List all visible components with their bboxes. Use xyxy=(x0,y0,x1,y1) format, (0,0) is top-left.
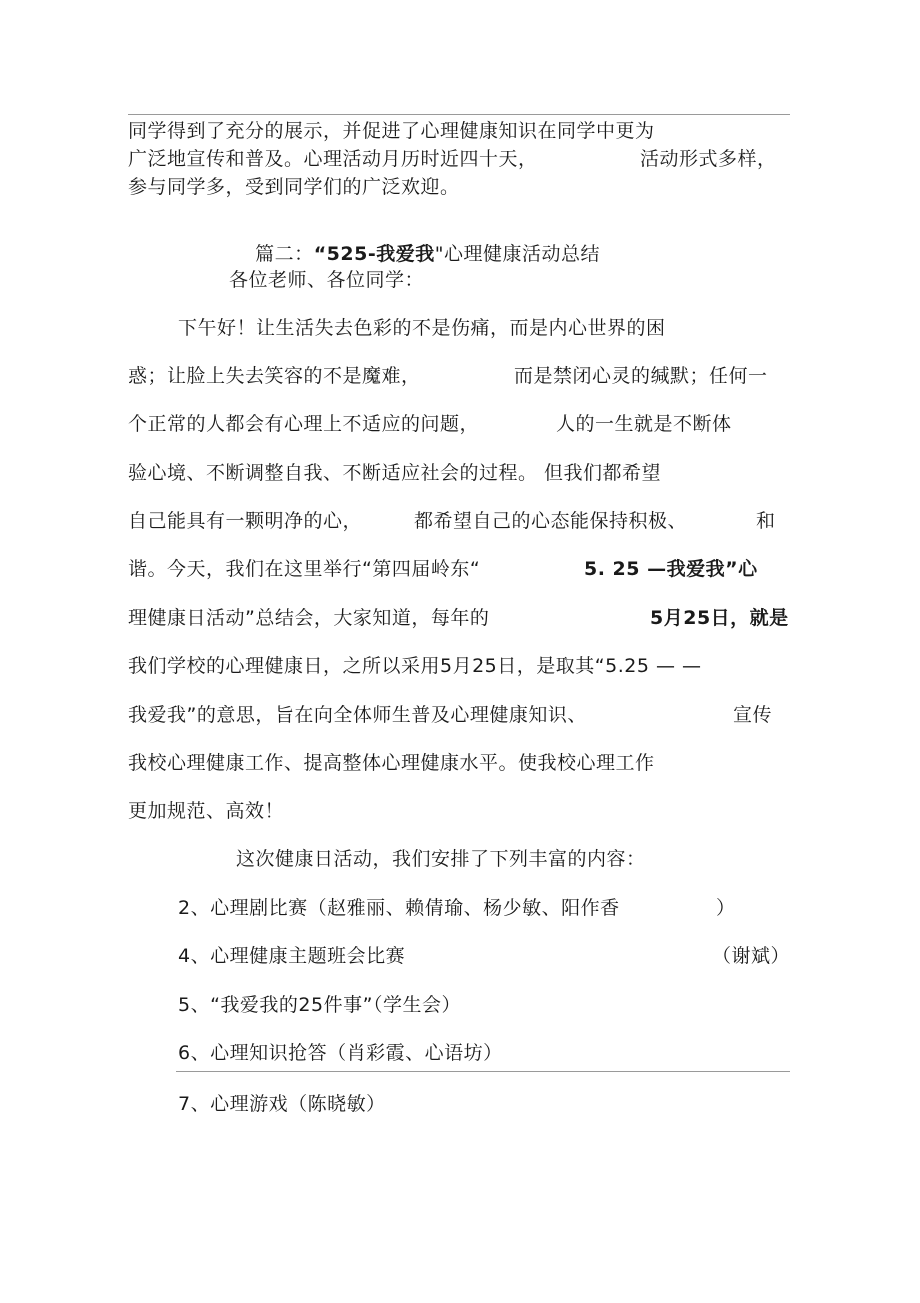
heading-quote: “525-我爱我 xyxy=(313,243,435,265)
top-rule xyxy=(128,114,790,115)
body-line-9b: 宣传 xyxy=(733,704,773,726)
heading-rest: "心理健康活动总结 xyxy=(434,243,600,265)
list-item-tail: ） xyxy=(716,897,736,919)
intro-line-2a: 广泛地宣传和普及。心理活动月历时近四十天， xyxy=(128,148,538,170)
list-item: 2、心理剧比赛（赵雅丽、赖倩瑜、杨少敏、阳作香 xyxy=(178,897,620,919)
body-line-4: 验心境、不断调整自我、不断适应社会的过程。 但我们都希望 xyxy=(128,462,662,484)
intro-line-3: 参与同学多，受到同学们的广泛欢迎。 xyxy=(128,176,460,198)
body-line-10: 我校心理健康工作、提高整体心理健康水平。使我校心理工作 xyxy=(128,752,655,774)
body-line-9a: 我爱我”的意思，旨在向全体师生普及心理健康知识、 xyxy=(128,704,587,726)
body-line-6a: 谐。今天，我们在这里举行“第四届岭东“ xyxy=(128,558,481,580)
list-intro: 这次健康日活动，我们安排了下列丰富的内容： xyxy=(236,848,646,870)
body-line-2b: 而是禁闭心灵的缄默；任何一 xyxy=(514,365,768,387)
heading-prefix: 篇二： xyxy=(255,243,314,265)
list-item: 5、“我爱我的25件事”（学生会） xyxy=(178,994,461,1016)
body-line-5b: 都希望自己的心态能保持积极、 xyxy=(414,510,688,532)
body-line-3a: 个正常的人都会有心理上不适应的问题， xyxy=(128,413,480,435)
body-line-1: 下午好！让生活失去色彩的不是伤痛，而是内心世界的困 xyxy=(178,317,666,339)
intro-line-2b: 活动形式多样， xyxy=(640,148,777,170)
bottom-rule xyxy=(176,1071,790,1072)
list-item: 6、心理知识抢答（肖彩霞、心语坊） xyxy=(178,1042,503,1064)
body-line-5c: 和 xyxy=(756,510,776,532)
body-line-2a: 惑；让脸上失去笑容的不是魔难， xyxy=(128,365,421,387)
salutation: 各位老师、各位同学： xyxy=(229,269,425,291)
body-line-7a: 理健康日活动”总结会，大家知道，每年的 xyxy=(128,607,490,629)
list-item-tail: （谢斌） xyxy=(712,945,791,967)
intro-line-1: 同学得到了充分的展示，并促进了心理健康知识在同学中更为 xyxy=(128,120,655,142)
body-line-6b: 5. 25 —我爱我”心 xyxy=(584,558,758,580)
body-line-7b: 5月25日，就是 xyxy=(650,607,789,629)
body-line-8: 我们学校的心理健康日，之所以采用5月25日，是取其“5.25 — — xyxy=(128,655,702,677)
body-line-3b: 人的一生就是不断体 xyxy=(556,413,732,435)
body-line-5a: 自己能具有一颗明净的心， xyxy=(128,510,363,532)
list-item: 7、心理游戏（陈晓敏） xyxy=(178,1093,386,1115)
body-line-11: 更加规范、高效！ xyxy=(128,800,285,822)
list-item: 4、心理健康主题班会比赛 xyxy=(178,945,406,967)
